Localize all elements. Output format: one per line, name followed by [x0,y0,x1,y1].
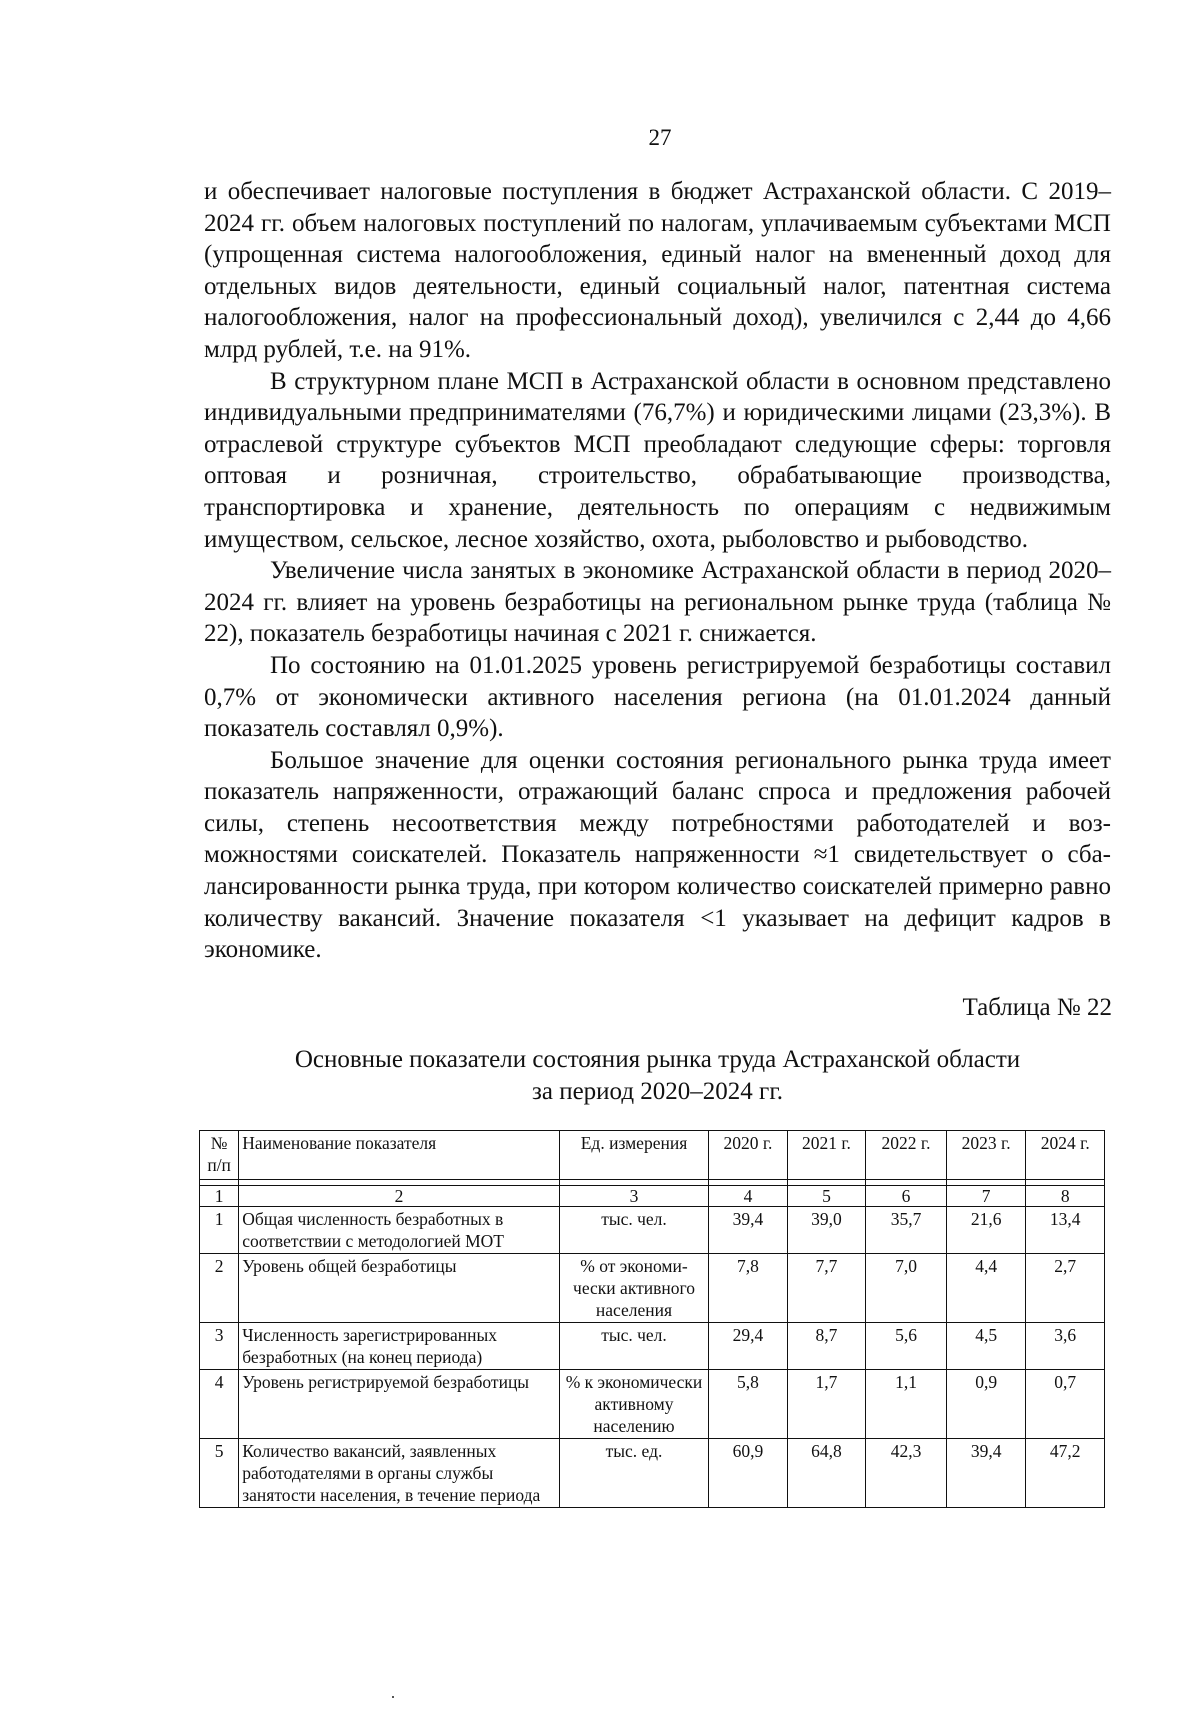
unit-of-measure: % к экономически активному населению [559,1370,708,1439]
table-row [200,1207,1105,1254]
table-row [200,1439,1105,1508]
header-cell-2022: 2022 г. [866,1131,947,1180]
header-cell-2020: 2020 г. [709,1131,788,1180]
value-2021: 7,7 [787,1254,866,1323]
scan-dot [392,1696,394,1698]
row-number: 2 [200,1254,239,1323]
value-2020: 29,4 [709,1323,788,1370]
value-2021: 1,7 [787,1370,866,1439]
column-number: 2 [239,1186,560,1207]
indicator-name: Количество вакансий, заявленных работодателями в органы службы занятости населения, в течение периода [239,1439,560,1508]
value-2022: 5,6 [866,1323,947,1370]
table-row [200,1323,1105,1370]
value-2023: 4,5 [946,1323,1026,1370]
labor-market-table [199,1130,1105,1508]
value-2024: 13,4 [1026,1207,1105,1254]
header-cell-2023: 2023 г. [946,1131,1026,1180]
value-2022: 1,1 [866,1370,947,1439]
paragraph-3: Увеличение числа занятых в экономике Астраханской области в период 2020–2024 гг. влияет на уровень безработицы на региональном рынке труда (таблица № 22), показатель безработицы начиная с 2021 г. снижается. [204,557,1111,648]
paragraph-4: По состоянию на 01.01.2025 уровень регистрируемой безработицы составил 0,7% от экономически активного населения региона (на 01.01.2024 данный показатель составлял 0,9%). [204,651,1111,743]
value-2024: 2,7 [1026,1254,1105,1323]
header-cell-num: № п/п [200,1131,239,1180]
table-label: Таблица № 22 [962,994,1112,1021]
value-2021: 64,8 [787,1439,866,1508]
value-2022: 42,3 [866,1439,947,1508]
unit-of-measure: % от экономически активного населения [559,1254,708,1323]
indicator-name: Численность зарегистрированных безработных (на конец периода) [239,1323,560,1370]
table-row [200,1370,1105,1439]
column-number-row [200,1186,1105,1207]
row-number: 3 [200,1323,239,1370]
unit-of-measure: тыс. чел. [559,1207,708,1254]
header-cell-2024: 2024 г. [1026,1131,1105,1180]
value-2023: 0,9 [946,1370,1026,1439]
paragraph-5: Большое значение для оценки состояния регионального рынка труда имеет показатель напряженности, отражающий баланс спроса и предложения рабочей силы, степень несоответствия между потребностями работодателей и возможностями соискателей. Показатель напряженности ≈1 свидетельствует о сбалансированности рынка труда, при котором количество соискателей примерно равно количеству вакансий. Значение показателя <1 указывает на дефицит кадров в экономике. [204,746,1111,964]
value-2020: 39,4 [709,1207,788,1254]
value-2020: 7,8 [709,1254,788,1323]
value-2023: 39,4 [946,1439,1026,1508]
header-cell-2021: 2021 г. [787,1131,866,1180]
value-2023: 21,6 [946,1207,1026,1254]
value-2022: 35,7 [866,1207,947,1254]
unit-of-measure: тыс. чел. [559,1323,708,1370]
value-2024: 47,2 [1026,1439,1105,1508]
column-number: 8 [1026,1186,1105,1207]
indicator-name: Уровень регистрируемой безработицы [239,1370,560,1439]
table-title [204,1044,1111,1108]
paragraph-1: и обеспечивает налоговые поступления в бюджет Астраханской области. С 2019–2024 гг. объем налоговых поступлений по налогам, уплачиваемым субъектами МСП (упрощенная система налогообложения, единый налог на вмененный доход для отдельных видов деятельности, единый социальный налог, патентная система налогообложения, налог на профессиональный доход), увеличился с 2,44 до 4,66 млрд рублей, т.е. на 91%. [204,178,1111,363]
column-number: 7 [946,1186,1026,1207]
column-number: 5 [787,1186,866,1207]
value-2021: 8,7 [787,1323,866,1370]
header-cell-unit: Ед. измерения [559,1131,708,1180]
table-title-line-2: за период 2020–2024 гг. [531,1078,783,1105]
table-title-line-1: Основные показатели состояния рынка труда Астраханской области [294,1046,1021,1073]
table-row [200,1254,1105,1323]
row-number: 5 [200,1439,239,1508]
indicator-name: Общая численность безработных в соответствии с методологией МОТ [239,1207,560,1254]
table-header-row [200,1131,1105,1180]
header-cell-name: Наименование показателя [239,1131,560,1180]
value-2022: 7,0 [866,1254,947,1323]
value-2023: 4,4 [946,1254,1026,1323]
column-number: 4 [709,1186,788,1207]
value-2024: 0,7 [1026,1370,1105,1439]
body-text [204,176,1111,966]
column-number: 3 [559,1186,708,1207]
value-2024: 3,6 [1026,1323,1105,1370]
indicator-name: Уровень общей безработицы [239,1254,560,1323]
column-number: 1 [200,1186,239,1207]
row-number: 4 [200,1370,239,1439]
value-2020: 5,8 [709,1370,788,1439]
unit-of-measure: тыс. ед. [559,1439,708,1508]
value-2021: 39,0 [787,1207,866,1254]
column-number: 6 [866,1186,947,1207]
row-number: 1 [200,1207,239,1254]
value-2020: 60,9 [709,1439,788,1508]
paragraph-2: В структурном плане МСП в Астраханской области в основном представлено индивидуальными предпринимателями (76,7%) и юридическими лицами (23,3%). В отраслевой структуре субъектов МСП преобладают следующие сферы: торговля оптовая и розничная, строительство, обрабатывающие производства, транспортировка и хранение, деятельность по операциям с недвижимым имуществом, сельское, лесное хозяйство, охота, рыболовство и рыбоводство. [204,367,1111,553]
page-number: 27 [648,125,672,150]
